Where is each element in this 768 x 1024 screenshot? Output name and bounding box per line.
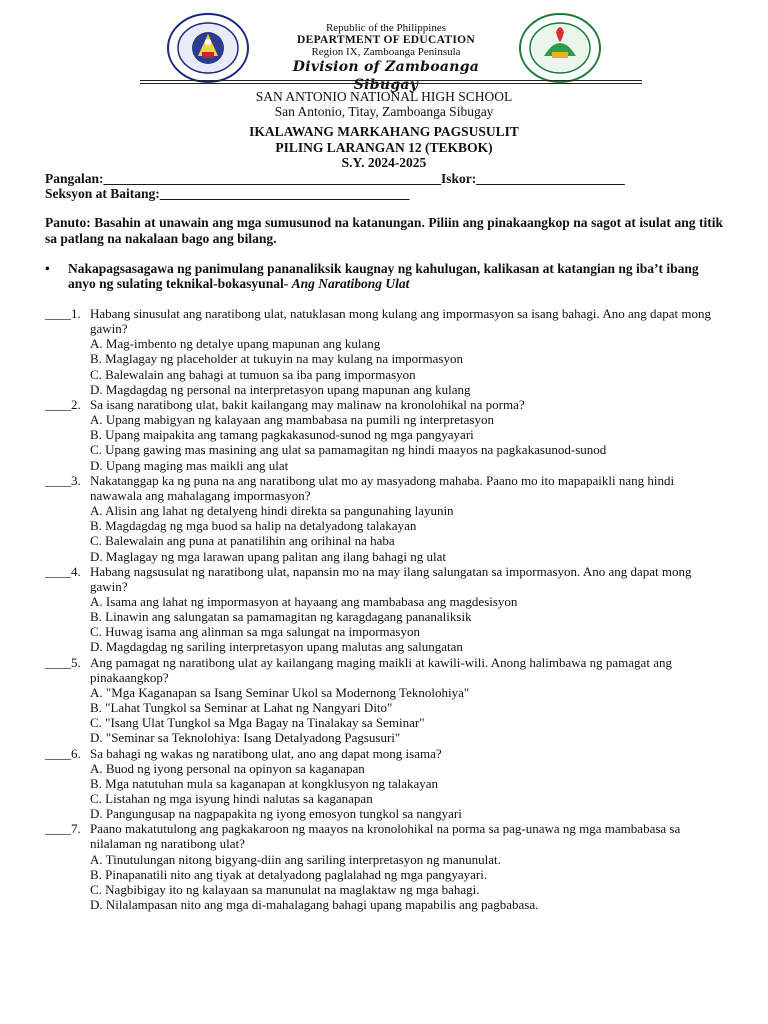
answer-option: B. Maglagay ng placeholder at tukuyin na may kulang na impormasyon: [90, 351, 463, 367]
answer-blank[interactable]: ____1.: [45, 306, 84, 321]
answer-option: B. "Lahat Tungkol sa Seminar at Lahat ng Nangyari Dito": [90, 700, 393, 716]
answer-blank[interactable]: ____4.: [45, 563, 84, 579]
school-name: SAN ANTONIO NATIONAL HIGH SCHOOL: [255, 89, 513, 104]
answer-option: A. "Mga Kaganapan sa Isang Seminar Ukol sa Modernong Teknolohiya": [90, 684, 470, 700]
exam-subject: PILING LARANGAN 12 (TEKBOK): [275, 140, 493, 155]
deped-zamboanga-sibugay-seal-icon: [518, 12, 602, 84]
answer-option: A. Tinutulungan nitong bigyang-diin ang sariling interpretasyon ng manunulat.: [90, 851, 501, 867]
competency-text: Nakapagsasagawa ng panimulang pananaliksik kaugnay ng kahulugan, kalikasan at katangian ng iba’t ibang anyo ng sulating teknikal-bokasyunal-: [68, 261, 699, 291]
question-text: Paano makatutulong ang pagkakaroon ng maayos na kronolohikal na porma sa pag-unawa ng mga mambabasa sa nilalaman ng naratibong ulat?: [90, 821, 681, 852]
answer-option: B. Magdagdag ng mga buod sa halip na detalyadong talakayan: [90, 518, 417, 534]
answer-option: C. "Isang Ulat Tungkol sa Mga Bagay na Tinalakay sa Seminar": [90, 715, 425, 731]
answer-option: C. Listahan ng mga isyung hindi nalutas sa kaganapan: [90, 791, 373, 806]
question-item: [45, 397, 725, 473]
answer-option: B. Upang maipakita ang tamang pagkakasunod-sunod ng mga pangyayari: [90, 427, 474, 443]
question-stem: [45, 306, 725, 336]
department-label: DEPARTMENT OF EDUCATION: [297, 34, 475, 46]
answer-option: D. "Seminar sa Teknolohiya: Isang Detalyadong Pagsusuri": [90, 730, 401, 746]
instructions: Panuto: Basahin at unawain ang mga sumusunod na katanungan. Piliin ang pinakaangkop na sagot at isulat ang titik sa patlang na nakalaan bago ang bilang.: [45, 215, 723, 246]
answer-option: C. Nagbibigay ito ng kalayaan sa manunulat na maglaktaw ng mga bahagi.: [90, 881, 480, 897]
republic-label: Republic of the Philippines: [325, 22, 447, 34]
region-label: Region IX, Zamboanga Peninsula: [311, 46, 461, 58]
name-score-field[interactable]: Pangalan:__________________________________________________Iskor:______________________: [45, 171, 625, 186]
question-text: Habang sinusulat ang naratibong ulat, natuklasan mong kulang ang impormasyon sa isang bahagi. Ano ang dapat mong gawin?: [90, 306, 711, 337]
deped-kagawaran-seal-icon: [166, 12, 250, 84]
exam-title: IKALAWANG MARKAHANG PAGSUSULIT: [249, 124, 519, 139]
division-label: Division of Zamboanga Sibugay: [292, 59, 480, 93]
question-text: Sa bahagi ng wakas ng naratibong ulat, ano ang dapat mong isama?: [90, 745, 442, 761]
question-item: [45, 821, 725, 912]
question-stem: [45, 655, 725, 685]
question-item: [45, 306, 725, 397]
answer-option: D. Maglagay ng mga larawan upang palitan ang ilang bahagi ng ulat: [90, 548, 446, 564]
question-item: [45, 655, 725, 746]
question-item: [45, 564, 725, 655]
question-stem: [45, 821, 725, 851]
question-text: Habang nagsusulat ng naratibong ulat, napansin mo na may ilang salungatan sa impormasyon. Ano ang dapat mong gawin?: [90, 563, 692, 594]
answer-option: D. Nilalampasan nito ang mga di-mahalagang bahagi upang mapabilis ang pagbabasa.: [90, 897, 539, 913]
question-text: Nakatanggap ka ng puna na ang naratibong ulat mo ay masyadong mahaba. Paano mo ito mapapaikli nang hindi nawawala ang mahalagang impormasyon?: [90, 472, 675, 503]
question-item: [45, 473, 725, 564]
question-list: [45, 306, 725, 912]
answer-option: C. Upang gawing mas masining ang ulat sa pamamagitan ng hindi maayos na pagkakasunod-sunod: [90, 442, 607, 458]
question-stem: [45, 564, 725, 594]
answer-option: B. Pinapanatili nito ang tiyak at detalyadong paglalahad ng mga pangyayari.: [90, 866, 488, 882]
answer-option: D. Pangungusap na nagpapakita ng iyong emosyon tungkol sa nangyari: [90, 806, 462, 822]
question-text: Sa isang naratibong ulat, bakit kailangang may malinaw na kronolohikal na porma?: [90, 396, 525, 412]
answer-option: A. Isama ang lahat ng impormasyon at hayaang ang mambabasa ang magdesisyon: [90, 593, 518, 609]
bullet-icon: •: [45, 261, 50, 276]
answer-option: A. Mag-imbento ng detalye upang mapunan ang kulang: [90, 336, 381, 352]
answer-option: C. Balewalain ang puna at panatilihin ang orihinal na haba: [90, 533, 395, 549]
section-grade-field[interactable]: Seksyon at Baitang:_____________________________________: [45, 186, 410, 201]
answer-option: B. Linawin ang salungatan sa pamamagitan ng karagdagang pananaliksik: [90, 609, 472, 625]
competency-bullet: [45, 261, 725, 291]
answer-option: A. Upang mabigyan ng kalayaan ang mambabasa na pumili ng interpretasyon: [90, 412, 494, 428]
school-address: San Antonio, Titay, Zamboanga Sibugay: [274, 104, 494, 119]
header-rule: [140, 80, 642, 81]
answer-option: D. Upang maging mas maikli ang ulat: [90, 457, 289, 473]
answer-option: C. Huwag isama ang alinman sa mga salungat na impormasyon: [90, 624, 420, 640]
answer-option: A. Alisin ang lahat ng detalyeng hindi direkta sa pangunahing layunin: [90, 503, 454, 519]
answer-blank[interactable]: ____3.: [45, 472, 84, 488]
letterhead: [130, 10, 642, 93]
answer-blank[interactable]: ____6.: [45, 745, 84, 761]
question-stem: [45, 397, 725, 412]
answer-option: D. Magdagdag ng sariling interpretasyon upang malutas ang salungatan: [90, 639, 463, 655]
question-item: [45, 746, 725, 822]
answer-blank[interactable]: ____2.: [45, 396, 84, 412]
school-year: S.Y. 2024-2025: [341, 155, 427, 170]
competency-topic: Ang Naratibong Ulat: [291, 276, 410, 291]
answer-option: A. Buod ng iyong personal na opinyon sa kaganapan: [90, 760, 365, 776]
question-stem: [45, 746, 725, 761]
question-text: Ang pamagat ng naratibong ulat ay kailangang maging maikli at kawili-wili. Anong halimbawa ng pamagat ang pinakaangkop?: [90, 654, 672, 685]
question-stem: [45, 473, 725, 503]
answer-blank[interactable]: ____5.: [45, 654, 84, 670]
answer-option: C. Balewalain ang bahagi at tumuon sa iba pang impormasyon: [90, 366, 416, 382]
answer-option: D. Magdagdag ng personal na interpretasyon upang mapunan ang kulang: [90, 381, 471, 397]
answer-option: B. Mga natutuhan mula sa kaganapan at kongklusyon ng talakayan: [90, 775, 439, 791]
header-rule-thin: [140, 83, 642, 84]
answer-blank[interactable]: ____7.: [45, 821, 84, 837]
